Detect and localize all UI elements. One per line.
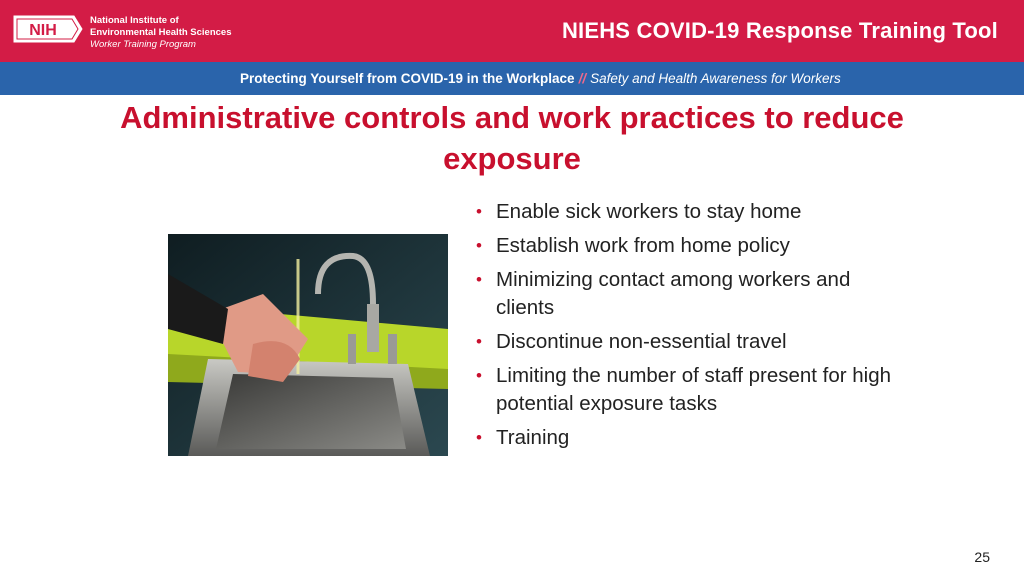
handwashing-photo: [168, 234, 448, 456]
subheader-bar: [0, 62, 1024, 95]
bullet-list: [476, 198, 896, 458]
tool-title: NIEHS COVID-19 Response Training Tool: [561, 18, 998, 43]
subheader-left: Protecting Yourself from COVID-19 in the Workplace: [240, 71, 575, 86]
bullet-item: • Enable sick workers to stay home: [476, 198, 896, 226]
bullet-item: • Limiting the number of staff present for high potential exposure tasks: [476, 362, 896, 418]
slide-title: Administrative controls and work practices to reduce exposure: [120, 100, 904, 176]
header-bar: [0, 0, 1024, 62]
subheader-separator: //: [578, 71, 587, 86]
bullet-item: • Establish work from home policy: [476, 232, 896, 260]
nih-logo: [12, 13, 84, 45]
page-number: 25: [974, 549, 990, 565]
organization-name: [90, 15, 232, 51]
bullet-item: • Training: [476, 424, 896, 452]
org-line-1: National Institute of: [90, 15, 179, 26]
org-line-2: Environmental Health Sciences: [90, 27, 232, 38]
bullet-item: • Discontinue non-essential travel: [476, 328, 896, 356]
org-line-3: Worker Training Program: [90, 39, 196, 50]
nih-logo-text: NIH: [29, 22, 57, 39]
subheader-right: Safety and Health Awareness for Workers: [590, 71, 841, 86]
bullet-item: • Minimizing contact among workers and clients: [476, 266, 896, 322]
